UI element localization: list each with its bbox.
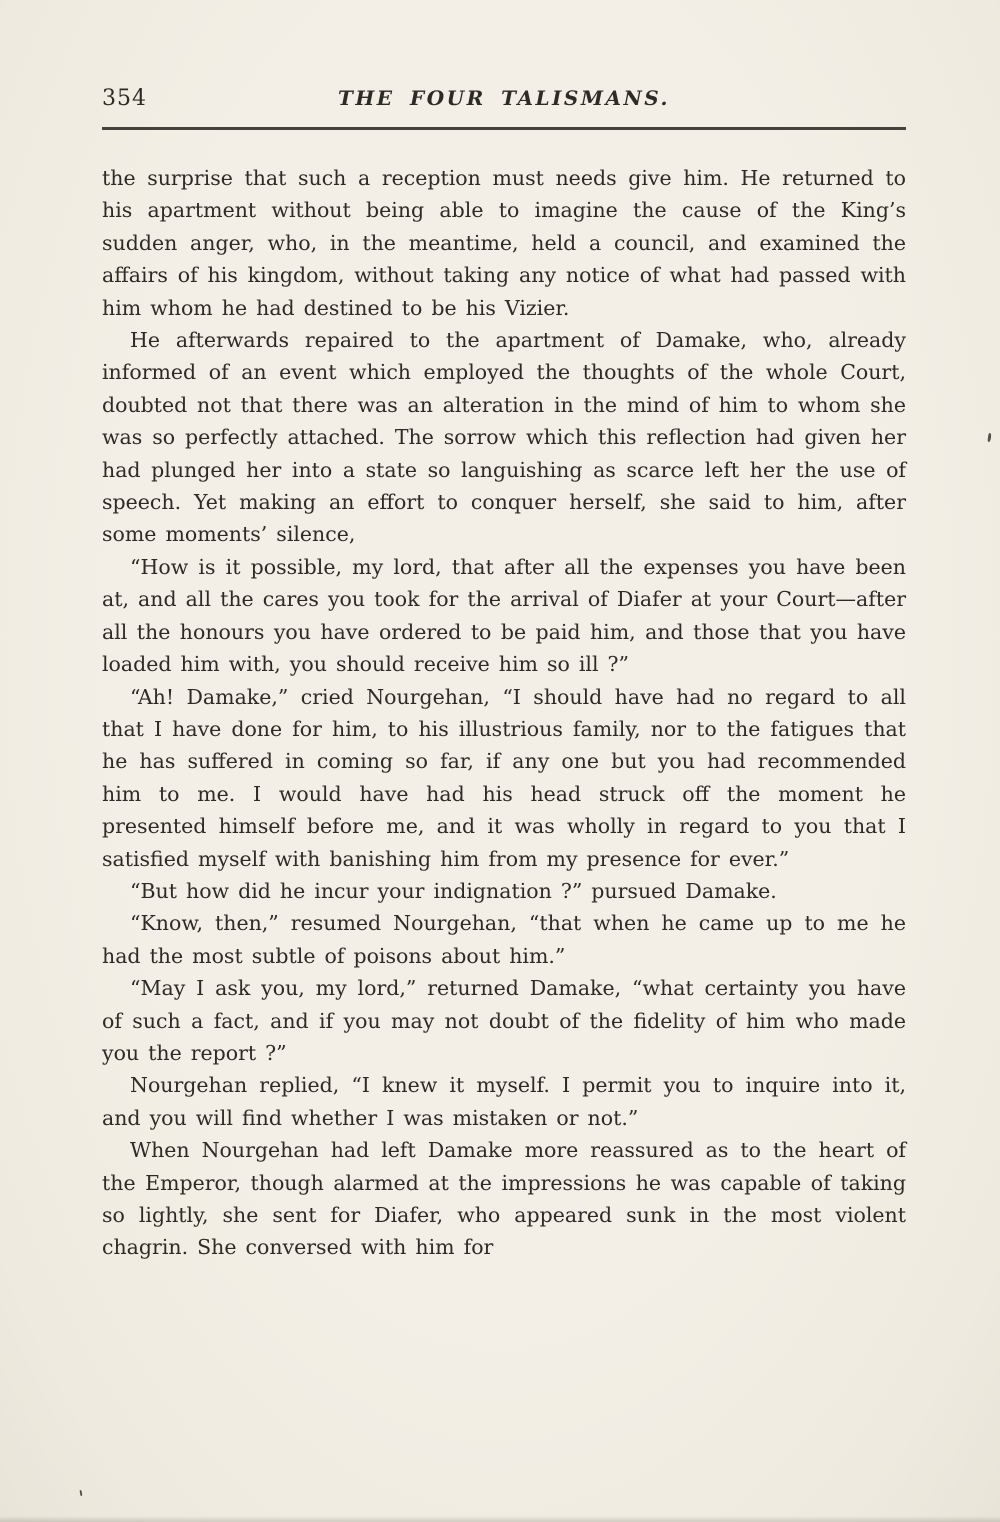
paragraph: “Know, then,” resumed Nourgehan, “that when he came up to me he had the most subtle of poisons about him.” [102,911,906,968]
paragraph: “Ah! Damake,” cried Nourgehan, “I should have had no regard to all that I have done for him, to his illustrious family, nor to the fatigues that he has suffered in coming so far, if any one but you had recommended him to me. I would have had his head struck off the moment he presented himself before me, and it was wholly in regard to you that I satisfied myself with banishing him from my presence for ever.” [102,684,906,871]
paragraph: “May I ask you, my lord,” returned Damake, “what certainty you have of such a fact, and if you may not doubt of the fidelity of him who made you the report ?” [102,976,906,1065]
paragraph: When Nourgehan had left Damake more reassured as to the heart of the Emperor, though alarmed at the impressions he was capable of taking so lightly, she sent for Diafer, who appeared sunk in the most violent chagrin. She conversed with him for [102,1138,906,1260]
paragraph: Nourgehan replied, “I knew it myself. I permit you to inquire into it, and you will find whether I was mistaken or not.” [102,1073,906,1130]
page-number: 354 [102,86,147,111]
scan-speck [79,1490,82,1496]
paragraph: “How is it possible, my lord, that after all the expenses you have been at, and all the cares you took for the arrival of Diafer at your Court—after all the honours you have ordered to be paid him, and those that you have loaded him with, you should receive him so ill ?” [102,554,906,677]
paragraph: the surprise that such a reception must needs give him. He returned to his apartment without being able to imagine the cause of the King’s sudden anger, who, in the meantime, held a council, and examined the affairs of his kingdom, without taking any notice of what had passed with him whom he had destined to be his Vizier. [102,166,906,320]
header-rule [102,127,906,130]
paragraph: “But how did he incur your indignation ?” pursued Damake. [130,878,777,903]
page-content [102,86,906,1264]
body-text [102,162,906,1264]
scan-speck [987,433,991,442]
page-title: THE FOUR TALISMANS. [338,86,670,110]
paragraph: He afterwards repaired to the apartment of Damake, who, already informed of an event which employed the thoughts of the whole Court, doubted not that there was an alteration in the mind of him to whom she was so perfectly attached. The sorrow which this reflection had given her had plunged her into a state so languishing as scarce left her the use of speech. Yet making an effort to conquer herself, she said to him, after some moments’ silence, [102,328,906,547]
running-head [102,86,906,116]
